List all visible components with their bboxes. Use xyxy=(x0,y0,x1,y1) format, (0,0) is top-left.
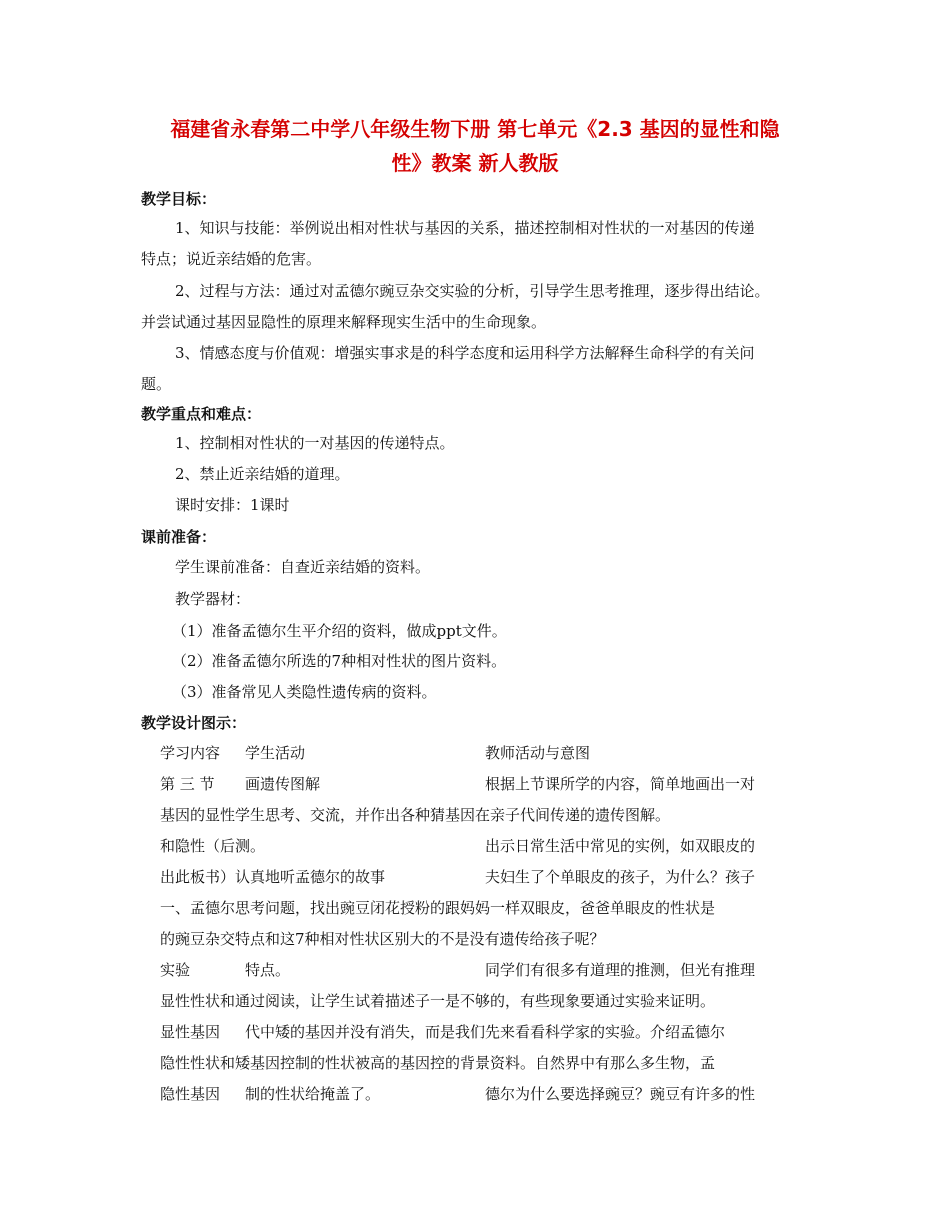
design-cell: 出示日常生活中常见的实例，如双眼皮的 xyxy=(485,837,756,855)
equipment-heading: 教学器材： xyxy=(175,590,251,608)
student-preparation: 学生课前准备：自查近亲结婚的资料。 xyxy=(175,558,431,576)
keypoint-2: 2、禁止近亲结婚的道理。 xyxy=(175,465,350,483)
design-cell: 制的性状给掩盖了。 xyxy=(245,1085,381,1103)
equipment-item-3: （3）准备常见人类隐性遗传病的资料。 xyxy=(172,683,437,701)
design-cell: 显性基因 xyxy=(160,1023,221,1041)
equipment-item-1: （1）准备孟德尔生平介绍的资料，做成ppt文件。 xyxy=(172,622,507,640)
design-cell: 隐性性状和矮基因控制的性状被高的基因控的背景资料。自然界中有那么多生物，孟 xyxy=(160,1054,716,1072)
design-cell: 夫妇生了个单眼皮的孩子，为什么？孩子 xyxy=(485,868,756,886)
design-cell: 第 三 节 xyxy=(160,775,215,793)
design-cell: 一、孟德尔思考问题，找出豌豆闭花授粉的跟妈妈一样双眼皮，爸爸单眼皮的性状是 xyxy=(160,899,716,917)
design-cell: 画遗传图解 xyxy=(245,775,321,793)
design-cell: 德尔为什么要选择豌豆？豌豆有许多的性 xyxy=(485,1085,756,1103)
objective-3-line-2: 题。 xyxy=(141,375,172,393)
objective-3-line-1: 3、情感态度与价值观：增强实事求是的科学态度和运用科学方法解释生命科学的有关问 xyxy=(175,344,755,362)
design-heading: 教学设计图示： xyxy=(141,714,247,732)
equipment-item-2: （2）准备孟德尔所选的7种相对性状的图片资料。 xyxy=(172,652,507,670)
objective-2-line-2: 并尝试通过基因显隐性的原理来解释现实生活中的生命现象。 xyxy=(141,313,547,331)
design-cell: 和隐性（后测。 xyxy=(160,837,266,855)
class-schedule: 课时安排：1课时 xyxy=(175,496,290,514)
objective-1-line-2: 特点；说近亲结婚的危害。 xyxy=(141,250,322,268)
keypoints-heading: 教学重点和难点： xyxy=(141,405,262,423)
design-cell: 学习内容 xyxy=(160,744,221,762)
design-cell: 的豌豆杂交特点和这7种相对性状区别大的不是没有遗传给孩子呢？ xyxy=(160,930,605,948)
objective-1-line-1: 1、知识与技能：举例说出相对性状与基因的关系，描述控制相对性状的一对基因的传递 xyxy=(175,219,755,237)
design-cell: 隐性基因 xyxy=(160,1085,221,1103)
objective-2-line-1: 2、过程与方法：通过对孟德尔豌豆杂交实验的分析，引导学生思考推理，逐步得出结论。 xyxy=(175,282,770,300)
design-cell: 根据上节课所学的内容，简单地画出一对 xyxy=(485,775,756,793)
design-cell: 显性性状和通过阅读，让学生试着描述子一是不够的，有些现象要通过实验来证明。 xyxy=(160,992,716,1010)
document-title-line-1: 福建省永春第二中学八年级生物下册 第七单元《2.3 基因的显性和隐 xyxy=(170,117,780,141)
design-cell: 特点。 xyxy=(245,961,291,979)
design-cell: 基因的显性学生思考、交流，并作出各种猜基因在亲子代间传递的遗传图解。 xyxy=(160,806,671,824)
design-cell: 代中矮的基因并没有消失，而是我们先来看看科学家的实验。介绍孟德尔 xyxy=(245,1023,726,1041)
design-cell: 实验 xyxy=(160,961,191,979)
design-cell: 同学们有很多有道理的推测，但光有推理 xyxy=(485,961,756,979)
design-cell: 教师活动与意图 xyxy=(485,744,591,762)
preparation-heading: 课前准备： xyxy=(141,528,217,546)
design-cell: 出此板书）认真地听孟德尔的故事 xyxy=(160,868,386,886)
document-title-line-2: 性》教案 新人教版 xyxy=(391,151,559,175)
objectives-heading: 教学目标： xyxy=(141,190,217,208)
keypoint-1: 1、控制相对性状的一对基因的传递特点。 xyxy=(175,434,455,452)
design-cell: 学生活动 xyxy=(245,744,306,762)
